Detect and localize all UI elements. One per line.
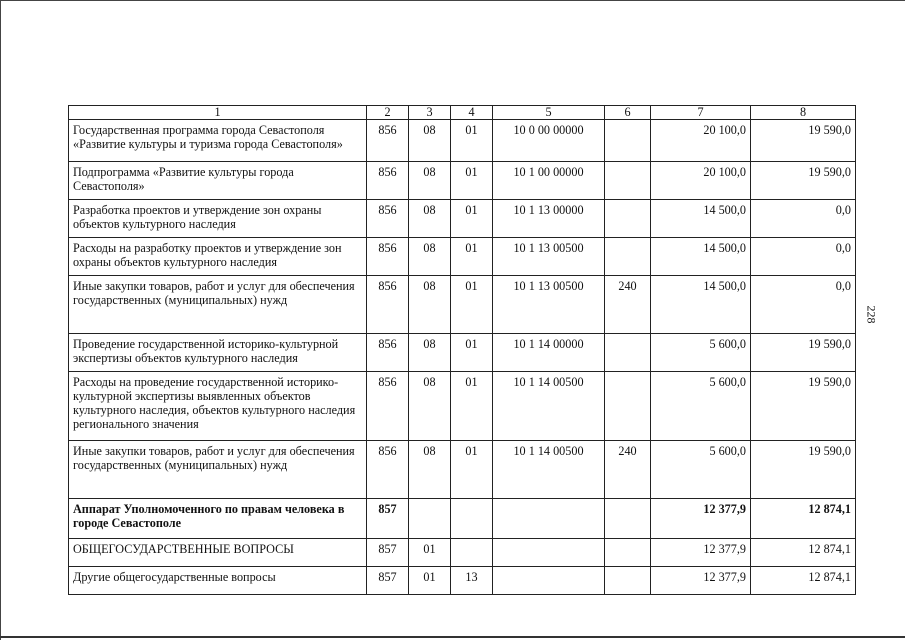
row-value-cell: 240	[605, 441, 651, 499]
row-value-cell: 08	[409, 162, 451, 200]
row-name-cell: ОБЩЕГОСУДАРСТВЕННЫЕ ВОПРОСЫ	[69, 539, 367, 567]
row-value-cell: 01	[451, 276, 493, 334]
row-value-cell: 19 590,0	[751, 334, 856, 372]
table-row	[69, 334, 856, 372]
row-value-cell	[409, 499, 451, 539]
row-value-cell: 5 600,0	[651, 441, 751, 499]
row-name-cell: Аппарат Уполномоченного по правам человека в городе Севастополе	[69, 499, 367, 539]
row-value-cell: 12 377,9	[651, 539, 751, 567]
row-value-cell	[451, 499, 493, 539]
row-value-cell: 12 874,1	[751, 567, 856, 595]
row-value-cell: 20 100,0	[651, 120, 751, 162]
row-value-cell	[605, 567, 651, 595]
row-value-cell: 0,0	[751, 238, 856, 276]
row-value-cell: 08	[409, 276, 451, 334]
row-value-cell: 08	[409, 372, 451, 441]
row-value-cell: 13	[451, 567, 493, 595]
column-header: 6	[605, 106, 651, 120]
row-value-cell: 08	[409, 120, 451, 162]
row-value-cell	[605, 120, 651, 162]
row-value-cell: 01	[451, 162, 493, 200]
row-value-cell: 10 1 13 00500	[493, 276, 605, 334]
row-name-cell: Подпрограмма «Развитие культуры города Севастополя»	[69, 162, 367, 200]
header-row	[69, 106, 856, 120]
row-value-cell: 20 100,0	[651, 162, 751, 200]
row-value-cell: 08	[409, 200, 451, 238]
row-value-cell	[605, 334, 651, 372]
row-value-cell: 19 590,0	[751, 120, 856, 162]
row-value-cell: 856	[367, 120, 409, 162]
row-value-cell: 856	[367, 238, 409, 276]
row-value-cell: 856	[367, 441, 409, 499]
row-value-cell: 12 874,1	[751, 539, 856, 567]
scan-bottom-border	[0, 636, 905, 638]
table-row	[69, 238, 856, 276]
row-value-cell: 12 874,1	[751, 499, 856, 539]
column-header: 7	[651, 106, 751, 120]
row-value-cell: 08	[409, 441, 451, 499]
row-value-cell: 01	[451, 120, 493, 162]
row-value-cell: 01	[451, 200, 493, 238]
row-value-cell: 240	[605, 276, 651, 334]
row-value-cell	[605, 539, 651, 567]
row-value-cell: 08	[409, 238, 451, 276]
row-name-cell: Расходы на разработку проектов и утверждение зон охраны объектов культурного наследия	[69, 238, 367, 276]
row-value-cell: 857	[367, 567, 409, 595]
row-name-cell: Иные закупки товаров, работ и услуг для обеспечения государственных (муниципальных) нужд	[69, 441, 367, 499]
row-value-cell: 857	[367, 539, 409, 567]
row-value-cell: 5 600,0	[651, 372, 751, 441]
row-value-cell: 856	[367, 334, 409, 372]
row-value-cell: 10 0 00 00000	[493, 120, 605, 162]
table-row	[69, 499, 856, 539]
page-number: 228	[864, 305, 879, 324]
row-value-cell	[605, 200, 651, 238]
row-value-cell: 12 377,9	[651, 499, 751, 539]
row-name-cell: Расходы на проведение государственной историко-культурной экспертизы выявленных объектов культурного наследия, объектов культурного наследия регионального значения	[69, 372, 367, 441]
column-header: 3	[409, 106, 451, 120]
row-value-cell	[451, 539, 493, 567]
row-value-cell	[605, 162, 651, 200]
scan-top-border	[0, 0, 905, 1]
row-value-cell: 10 1 14 00000	[493, 334, 605, 372]
row-value-cell	[493, 567, 605, 595]
row-value-cell: 5 600,0	[651, 334, 751, 372]
row-value-cell: 856	[367, 200, 409, 238]
row-value-cell: 01	[451, 372, 493, 441]
table-row	[69, 567, 856, 595]
row-value-cell	[605, 499, 651, 539]
column-header: 8	[751, 106, 856, 120]
row-value-cell	[605, 372, 651, 441]
row-value-cell: 08	[409, 334, 451, 372]
row-name-cell: Разработка проектов и утверждение зон охраны объектов культурного наследия	[69, 200, 367, 238]
row-value-cell: 19 590,0	[751, 441, 856, 499]
row-value-cell: 01	[451, 334, 493, 372]
row-value-cell: 0,0	[751, 276, 856, 334]
row-value-cell	[493, 539, 605, 567]
column-header: 1	[69, 106, 367, 120]
row-name-cell: Иные закупки товаров, работ и услуг для обеспечения государственных (муниципальных) нужд	[69, 276, 367, 334]
row-value-cell: 10 1 13 00500	[493, 238, 605, 276]
scan-left-border	[0, 0, 1, 640]
row-name-cell: Проведение государственной историко-культурной экспертизы объектов культурного наследия	[69, 334, 367, 372]
row-value-cell: 12 377,9	[651, 567, 751, 595]
row-value-cell: 14 500,0	[651, 276, 751, 334]
row-value-cell: 10 1 00 00000	[493, 162, 605, 200]
row-value-cell: 19 590,0	[751, 372, 856, 441]
column-header: 4	[451, 106, 493, 120]
row-value-cell: 0,0	[751, 200, 856, 238]
table-row	[69, 120, 856, 162]
table-row	[69, 276, 856, 334]
row-value-cell: 01	[409, 567, 451, 595]
table-row	[69, 162, 856, 200]
row-value-cell: 01	[409, 539, 451, 567]
row-name-cell: Государственная программа города Севастополя «Развитие культуры и туризма города Севастополя»	[69, 120, 367, 162]
row-value-cell	[493, 499, 605, 539]
column-header: 5	[493, 106, 605, 120]
row-value-cell: 856	[367, 372, 409, 441]
row-value-cell: 01	[451, 238, 493, 276]
table-row	[69, 441, 856, 499]
row-value-cell: 10 1 14 00500	[493, 441, 605, 499]
budget-table	[68, 105, 856, 595]
column-header: 2	[367, 106, 409, 120]
table-row	[69, 539, 856, 567]
row-value-cell: 14 500,0	[651, 200, 751, 238]
row-value-cell: 10 1 13 00000	[493, 200, 605, 238]
table-row	[69, 372, 856, 441]
row-value-cell: 14 500,0	[651, 238, 751, 276]
row-value-cell: 856	[367, 162, 409, 200]
table-row	[69, 200, 856, 238]
row-value-cell: 01	[451, 441, 493, 499]
row-name-cell: Другие общегосударственные вопросы	[69, 567, 367, 595]
row-value-cell: 19 590,0	[751, 162, 856, 200]
row-value-cell	[605, 238, 651, 276]
row-value-cell: 856	[367, 276, 409, 334]
row-value-cell: 857	[367, 499, 409, 539]
row-value-cell: 10 1 14 00500	[493, 372, 605, 441]
